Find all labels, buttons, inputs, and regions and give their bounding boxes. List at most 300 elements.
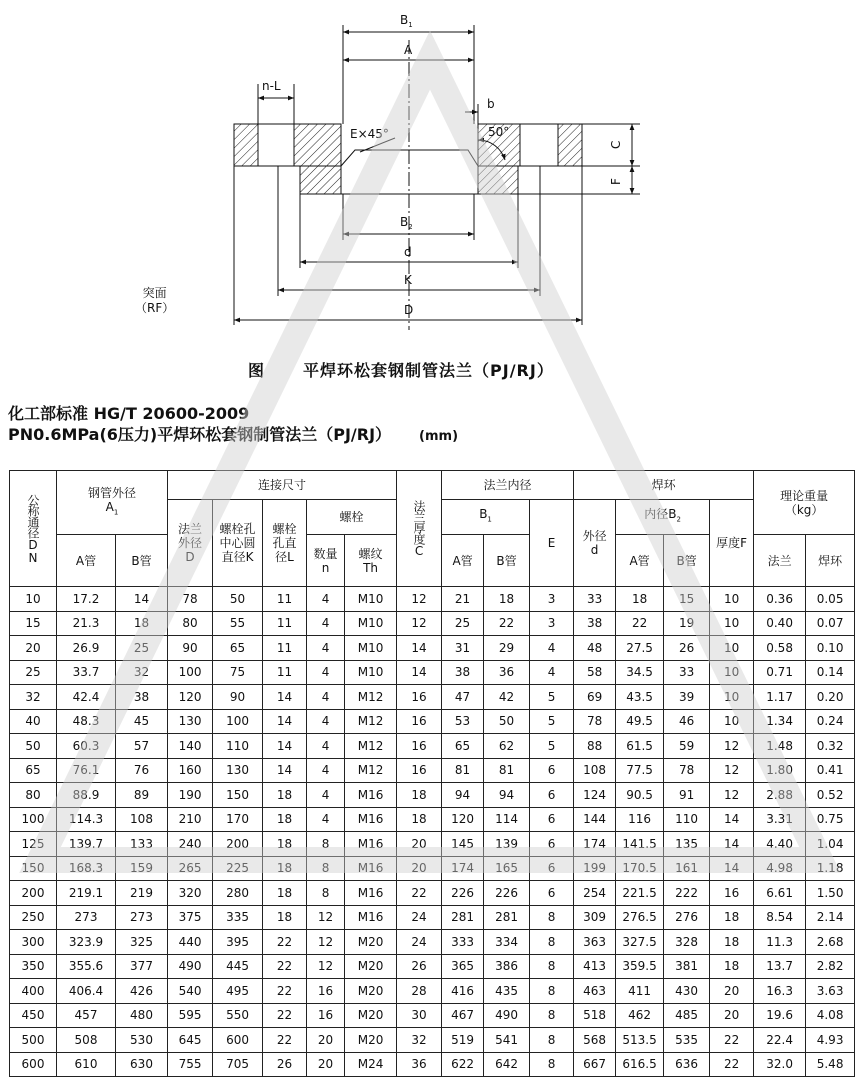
table-cell: 400 — [10, 979, 57, 1004]
table-cell: 78 — [664, 758, 710, 783]
table-cell: 81 — [442, 758, 484, 783]
table-cell: 108 — [116, 807, 168, 832]
standard-line2: PN0.6MPa(6压力)平焊环松套钢制管法兰（PJ/RJ） — [8, 425, 392, 444]
table-cell: 77.5 — [616, 758, 664, 783]
table-cell: 21.3 — [57, 611, 116, 636]
table-cell: 40 — [10, 709, 57, 734]
table-cell: 124 — [574, 783, 616, 808]
table-cell: 140 — [168, 734, 213, 759]
table-cell: 1.17 — [754, 685, 806, 710]
header-connection: 连接尺寸 — [168, 471, 397, 500]
table-cell: 18 — [263, 783, 307, 808]
table-cell: 14 — [116, 587, 168, 612]
table-cell: 65 — [10, 758, 57, 783]
table-cell: M20 — [345, 930, 397, 955]
table-cell: M10 — [345, 611, 397, 636]
table-cell: 33 — [574, 587, 616, 612]
table-cell: M20 — [345, 1003, 397, 1028]
table-cell: 375 — [168, 905, 213, 930]
table-cell: 18 — [263, 905, 307, 930]
table-cell: 1.18 — [806, 856, 855, 881]
table-cell: 350 — [10, 954, 57, 979]
table-cell: 226 — [484, 881, 530, 906]
table-cell: 22 — [710, 1028, 754, 1053]
table-cell: 568 — [574, 1028, 616, 1053]
table-cell: 80 — [168, 611, 213, 636]
table-cell: 435 — [484, 979, 530, 1004]
standard-line2-row — [8, 424, 458, 447]
table-cell: 22 — [484, 611, 530, 636]
table-cell: 281 — [442, 905, 484, 930]
header-w-flange: 法兰 — [754, 535, 806, 587]
header-pipe-od: 钢管外径 $A_1$ — [57, 471, 168, 535]
table-cell: 0.52 — [806, 783, 855, 808]
table-cell: 14 — [263, 709, 307, 734]
header-bolt-hole: 螺栓孔直径L — [263, 500, 307, 587]
table-cell: 309 — [574, 905, 616, 930]
table-cell: 0.58 — [754, 636, 806, 661]
table-cell: 4 — [307, 783, 345, 808]
table-cell: 14 — [710, 856, 754, 881]
table-cell: 32 — [10, 685, 57, 710]
table-cell: M16 — [345, 881, 397, 906]
table-cell: 20 — [10, 636, 57, 661]
table-cell: 490 — [168, 954, 213, 979]
table-cell: 15 — [664, 587, 710, 612]
table-cell: M20 — [345, 979, 397, 1004]
header-bore-b1: $B_1$ — [442, 500, 530, 535]
table-cell: 90.5 — [616, 783, 664, 808]
table-cell: 541 — [484, 1028, 530, 1053]
table-row — [10, 611, 855, 636]
table-cell: 5.48 — [806, 1052, 855, 1077]
table-cell: 5 — [530, 734, 574, 759]
table-cell: 18 — [710, 905, 754, 930]
dim-b-label: b — [487, 97, 495, 111]
table-cell: 144 — [574, 807, 616, 832]
table-row — [10, 587, 855, 612]
table-cell: M24 — [345, 1052, 397, 1077]
table-cell: 42.4 — [57, 685, 116, 710]
table-cell: 26 — [664, 636, 710, 661]
table-cell: 49.5 — [616, 709, 664, 734]
table-cell: 642 — [484, 1052, 530, 1077]
header-ring-thk: 厚度F — [710, 500, 754, 587]
table-cell: 4 — [307, 660, 345, 685]
table-cell: 2.88 — [754, 783, 806, 808]
table-cell: 19 — [664, 611, 710, 636]
table-cell: 26 — [263, 1052, 307, 1077]
table-cell: 4.93 — [806, 1028, 855, 1053]
table-cell: M12 — [345, 709, 397, 734]
table-cell: 12 — [710, 758, 754, 783]
table-cell: 280 — [213, 881, 263, 906]
table-cell: 19.6 — [754, 1003, 806, 1028]
table-cell: 114.3 — [57, 807, 116, 832]
table-cell: 508 — [57, 1028, 116, 1053]
table-cell: 45 — [116, 709, 168, 734]
table-cell: 48.3 — [57, 709, 116, 734]
table-cell: 130 — [168, 709, 213, 734]
table-cell: 10 — [710, 636, 754, 661]
table-row — [10, 881, 855, 906]
table-cell: 12 — [307, 905, 345, 930]
table-cell: 145 — [442, 832, 484, 857]
dim-e-label: E×45° — [350, 127, 389, 141]
table-row — [10, 1052, 855, 1077]
table-cell: 440 — [168, 930, 213, 955]
table-cell: 16 — [307, 1003, 345, 1028]
table-cell: 4 — [307, 807, 345, 832]
table-cell: 4 — [307, 758, 345, 783]
table-cell: 495 — [213, 979, 263, 1004]
weld-ring-left — [300, 166, 341, 194]
table-cell: 10 — [710, 709, 754, 734]
table-cell: 116 — [616, 807, 664, 832]
table-cell: 43.5 — [616, 685, 664, 710]
table-cell: 5 — [530, 685, 574, 710]
table-cell: 4 — [307, 636, 345, 661]
table-cell: 38 — [442, 660, 484, 685]
table-cell: 276 — [664, 905, 710, 930]
header-ring-id: 内径$B_2$ — [616, 500, 710, 535]
table-cell: 10 — [10, 587, 57, 612]
table-cell: 27.5 — [616, 636, 664, 661]
table-cell: 16 — [397, 758, 442, 783]
table-cell: 250 — [10, 905, 57, 930]
dim-k-label: K — [404, 273, 412, 287]
table-cell: 359.5 — [616, 954, 664, 979]
table-cell: 20 — [307, 1052, 345, 1077]
table-cell: 4 — [530, 636, 574, 661]
table-cell: 18 — [397, 783, 442, 808]
table-cell: 327.5 — [616, 930, 664, 955]
table-cell: 22 — [616, 611, 664, 636]
table-cell: 6 — [530, 832, 574, 857]
table-cell: 381 — [664, 954, 710, 979]
table-cell: 78 — [574, 709, 616, 734]
table-cell: 32 — [397, 1028, 442, 1053]
table-cell: 0.24 — [806, 709, 855, 734]
table-cell: 325 — [116, 930, 168, 955]
table-cell: 33 — [664, 660, 710, 685]
table-cell: 200 — [10, 881, 57, 906]
table-cell: 530 — [116, 1028, 168, 1053]
flange-right-outer — [558, 124, 582, 166]
table-cell: 395 — [213, 930, 263, 955]
table-cell: 20 — [710, 979, 754, 1004]
table-cell: 120 — [168, 685, 213, 710]
table-cell: 76.1 — [57, 758, 116, 783]
table-cell: 6 — [530, 881, 574, 906]
table-cell: 18 — [616, 587, 664, 612]
table-cell: 16.3 — [754, 979, 806, 1004]
table-row — [10, 930, 855, 955]
table-cell: 28 — [397, 979, 442, 1004]
table-cell: 170.5 — [616, 856, 664, 881]
table-cell: 616.5 — [616, 1052, 664, 1077]
table-cell: 334 — [484, 930, 530, 955]
table-cell: 174 — [574, 832, 616, 857]
table-cell: 25 — [116, 636, 168, 661]
figure-caption — [248, 358, 554, 381]
table-cell: 4 — [530, 660, 574, 685]
table-cell: M16 — [345, 856, 397, 881]
table-cell: 221.5 — [616, 881, 664, 906]
header-e: E — [530, 500, 574, 587]
table-cell: 150 — [213, 783, 263, 808]
table-cell: 125 — [10, 832, 57, 857]
table-cell: 4.08 — [806, 1003, 855, 1028]
table-cell: 2.68 — [806, 930, 855, 955]
table-cell: 89 — [116, 783, 168, 808]
table-cell: 4.98 — [754, 856, 806, 881]
figure-prefix: 图 — [248, 361, 266, 380]
table-cell: 21 — [442, 587, 484, 612]
table-cell: 91 — [664, 783, 710, 808]
table-cell: 3 — [530, 611, 574, 636]
table-cell: 4 — [307, 611, 345, 636]
table-cell: 630 — [116, 1052, 168, 1077]
table-cell: 300 — [10, 930, 57, 955]
table-cell: 2.82 — [806, 954, 855, 979]
table-cell: 219.1 — [57, 881, 116, 906]
table-cell: 22 — [263, 930, 307, 955]
table-cell: 667 — [574, 1052, 616, 1077]
table-cell: 22 — [263, 979, 307, 1004]
header-bolt-qty: 数量n — [307, 535, 345, 587]
table-cell: 30 — [397, 1003, 442, 1028]
table-cell: 14 — [263, 685, 307, 710]
table-cell: 490 — [484, 1003, 530, 1028]
table-cell: 18 — [710, 954, 754, 979]
table-cell: 3 — [530, 587, 574, 612]
table-cell: 16 — [397, 709, 442, 734]
table-cell: 8 — [530, 979, 574, 1004]
table-cell: 53 — [442, 709, 484, 734]
table-cell: 10 — [710, 587, 754, 612]
table-cell: M16 — [345, 905, 397, 930]
header-ring-a: A管 — [616, 535, 664, 587]
table-cell: 480 — [116, 1003, 168, 1028]
table-cell: 26 — [397, 954, 442, 979]
weld-ring-right — [478, 166, 518, 194]
table-cell: M20 — [345, 954, 397, 979]
table-cell: 755 — [168, 1052, 213, 1077]
table-cell: 0.41 — [806, 758, 855, 783]
table-cell: 210 — [168, 807, 213, 832]
table-cell: M16 — [345, 832, 397, 857]
table-cell: 1.50 — [806, 881, 855, 906]
table-cell: 25 — [442, 611, 484, 636]
flange-left-outer — [234, 124, 258, 166]
table-cell: M16 — [345, 783, 397, 808]
table-cell: 22 — [397, 881, 442, 906]
table-cell: 50 — [484, 709, 530, 734]
dim-b2-label: $B_2$ — [400, 215, 413, 231]
table-cell: 4.40 — [754, 832, 806, 857]
standard-title — [8, 403, 458, 447]
table-cell: 174 — [442, 856, 484, 881]
table-cell: 323.9 — [57, 930, 116, 955]
table-cell: 15 — [10, 611, 57, 636]
header-bolt: 螺栓 — [307, 500, 397, 535]
table-cell: 273 — [116, 905, 168, 930]
table-cell: 36 — [397, 1052, 442, 1077]
standard-unit: (mm) — [419, 429, 459, 444]
table-cell: 240 — [168, 832, 213, 857]
table-cell: 550 — [213, 1003, 263, 1028]
table-cell: 135 — [664, 832, 710, 857]
table-cell: 8 — [530, 905, 574, 930]
header-ring-od: 外径d — [574, 500, 616, 587]
table-cell: 159 — [116, 856, 168, 881]
dim-dd-label: D — [404, 303, 414, 317]
table-cell: M20 — [345, 1028, 397, 1053]
table-cell: 139 — [484, 832, 530, 857]
table-row — [10, 807, 855, 832]
table-cell: 20 — [710, 1003, 754, 1028]
table-cell: 12 — [710, 734, 754, 759]
table-cell: 55 — [213, 611, 263, 636]
dim-angle-label: 50° — [488, 125, 510, 139]
table-cell: 445 — [213, 954, 263, 979]
table-cell: 88 — [574, 734, 616, 759]
table-cell: 8 — [530, 1003, 574, 1028]
dim-b1-label: $B_1$ — [400, 13, 413, 29]
table-cell: M12 — [345, 685, 397, 710]
flange-spec-table — [9, 470, 855, 1077]
table-cell: 33.7 — [57, 660, 116, 685]
table-cell: 100 — [10, 807, 57, 832]
flange-left-inner — [294, 124, 341, 166]
table-cell: 120 — [442, 807, 484, 832]
table-cell: 4 — [307, 685, 345, 710]
table-cell: 22 — [263, 954, 307, 979]
table-cell: 22 — [710, 1052, 754, 1077]
table-cell: 645 — [168, 1028, 213, 1053]
table-cell: 46 — [664, 709, 710, 734]
table-cell: 406.4 — [57, 979, 116, 1004]
header-ring-b: B管 — [664, 535, 710, 587]
table-body — [10, 587, 855, 1077]
table-cell: 281 — [484, 905, 530, 930]
table-cell: 705 — [213, 1052, 263, 1077]
table-cell: 377 — [116, 954, 168, 979]
table-cell: 10 — [710, 660, 754, 685]
table-cell: 20 — [307, 1028, 345, 1053]
table-cell: 8 — [307, 881, 345, 906]
table-cell: 24 — [397, 905, 442, 930]
table-cell: 0.32 — [806, 734, 855, 759]
table-cell: 80 — [10, 783, 57, 808]
table-cell: M16 — [345, 807, 397, 832]
standard-line1: 化工部标准 HG/T 20600-2009 — [8, 404, 250, 423]
table-cell: 273 — [57, 905, 116, 930]
table-cell: 365 — [442, 954, 484, 979]
table-row — [10, 954, 855, 979]
table-cell: 1.48 — [754, 734, 806, 759]
rf-label — [135, 286, 174, 316]
table-cell: 17.2 — [57, 587, 116, 612]
table-row — [10, 832, 855, 857]
table-cell: 29 — [484, 636, 530, 661]
table-cell: M10 — [345, 587, 397, 612]
table-cell: 161 — [664, 856, 710, 881]
table-cell: 276.5 — [616, 905, 664, 930]
table-cell: 4 — [307, 709, 345, 734]
table-cell: 12 — [710, 783, 754, 808]
table-cell: 450 — [10, 1003, 57, 1028]
table-cell: 610 — [57, 1052, 116, 1077]
table-cell: 76 — [116, 758, 168, 783]
table-cell: 265 — [168, 856, 213, 881]
rf-label-line2: （RF） — [135, 301, 175, 315]
table-cell: 88.9 — [57, 783, 116, 808]
table-cell: 8 — [530, 930, 574, 955]
table-cell: 139.7 — [57, 832, 116, 857]
table-row — [10, 905, 855, 930]
table-cell: 219 — [116, 881, 168, 906]
table-cell: 513.5 — [616, 1028, 664, 1053]
header-flange-od: 法兰外径D — [168, 500, 213, 587]
table-cell: 61.5 — [616, 734, 664, 759]
table-cell: 100 — [168, 660, 213, 685]
table-cell: 16 — [307, 979, 345, 1004]
table-cell: 8.54 — [754, 905, 806, 930]
table-cell: 78 — [168, 587, 213, 612]
table-cell: 0.36 — [754, 587, 806, 612]
table-cell: 14 — [263, 734, 307, 759]
table-cell: 11 — [263, 660, 307, 685]
table-cell: 69 — [574, 685, 616, 710]
table-cell: 20 — [397, 832, 442, 857]
table-row — [10, 660, 855, 685]
header-bore: 法兰内径 — [442, 471, 574, 500]
table-cell: 430 — [664, 979, 710, 1004]
table-cell: 600 — [213, 1028, 263, 1053]
table-cell: 94 — [484, 783, 530, 808]
table-cell: 94 — [442, 783, 484, 808]
table-cell: 22.4 — [754, 1028, 806, 1053]
table-cell: 12 — [397, 587, 442, 612]
table-cell: 0.20 — [806, 685, 855, 710]
table-cell: 11 — [263, 611, 307, 636]
table-cell: 14 — [263, 758, 307, 783]
table-cell: 14 — [710, 807, 754, 832]
table-cell: 333 — [442, 930, 484, 955]
table-cell: 14 — [710, 832, 754, 857]
table-cell: 363 — [574, 930, 616, 955]
table-cell: 10 — [710, 685, 754, 710]
table-cell: 4 — [307, 734, 345, 759]
table-cell: 8 — [530, 1052, 574, 1077]
flange-drawing — [0, 0, 863, 345]
table-cell: 75 — [213, 660, 263, 685]
table-cell: 320 — [168, 881, 213, 906]
table-cell: 540 — [168, 979, 213, 1004]
header-dn: 公称通径DN — [10, 471, 57, 587]
table-cell: 11 — [263, 636, 307, 661]
table-cell: 6 — [530, 807, 574, 832]
table-cell: 22 — [263, 1003, 307, 1028]
table-cell: 0.07 — [806, 611, 855, 636]
table-cell: 0.75 — [806, 807, 855, 832]
table-cell: 60.3 — [57, 734, 116, 759]
table-cell: 18 — [397, 807, 442, 832]
table-cell: 190 — [168, 783, 213, 808]
header-bolt-circle: 螺栓孔中心圆直径K — [213, 500, 263, 587]
